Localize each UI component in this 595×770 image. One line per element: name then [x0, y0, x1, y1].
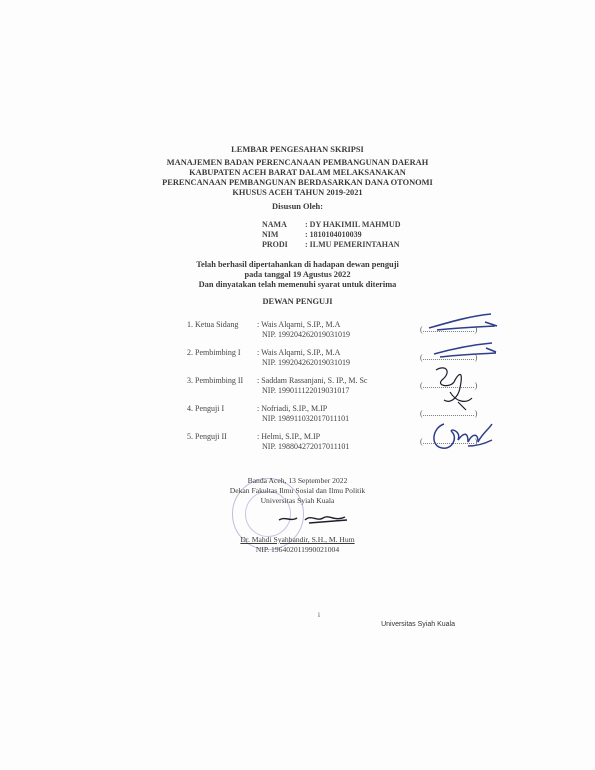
examiner-4-name: : Nofriadi, S.IP., M.IP — [257, 404, 328, 413]
thesis-title-line-2: KABUPATEN ACEH BARAT DALAM MELAKSANAKAN — [189, 168, 406, 177]
examiner-1-name: : Wais Alqarni, S.IP., M.A — [257, 320, 341, 329]
examiner-2-role: 2. Pembimbing I — [187, 348, 241, 357]
examiner-5-role: 5. Penguji II — [187, 432, 227, 441]
thesis-title-line-3: PERENCANAAN PEMBANGUNAN BERDASARKAN DANA OTONOMI — [162, 178, 433, 187]
examiner-3-role: 3. Pembimbing II — [187, 376, 244, 385]
examiner-2-name: : Wais Alqarni, S.IP., M.A — [257, 348, 341, 357]
examiner-5-name: : Helmi, S.IP., M.IP — [257, 432, 321, 441]
defense-line-1: Telah berhasil dipertahankan di hadapan dewan penguji — [196, 260, 399, 269]
student-prodi-value: : ILMU PEMERINTAHAN — [305, 240, 400, 249]
composed-by-label: Disusun Oleh: — [272, 202, 323, 211]
approval-position-line-2: Universitas Syiah Kuala — [260, 496, 335, 505]
dean-signature — [275, 508, 355, 528]
examiner-2-signature-line: (..........................) — [420, 353, 478, 362]
examiner-5-nip: NIP. 198804272017011101 — [262, 442, 350, 451]
examiner-1-nip: NIP. 199204262019031019 — [262, 330, 351, 339]
examiner-2-signature — [430, 340, 500, 362]
student-nim-value: : 1810104010039 — [305, 230, 362, 239]
student-name-value: : DY HAKIMIL MAHMUD — [305, 220, 401, 229]
dean-nip: NIP. 196402011990021004 — [255, 545, 340, 554]
examiner-1-signature — [425, 312, 500, 336]
approval-position-line-1: Dekan Fakultas Ilmu Sosial dan Ilmu Politik — [229, 486, 366, 495]
examiner-4-nip: NIP. 198911032017011101 — [262, 414, 350, 423]
examiner-2-nip: NIP. 199204262019031019 — [262, 358, 351, 367]
examiner-4-signature-line: (..........................) — [420, 409, 478, 418]
student-nim-label: NIM — [262, 230, 279, 239]
student-name-label: NAMA — [262, 220, 287, 229]
student-prodi-label: PRODI — [262, 240, 288, 249]
page-number: i — [318, 611, 320, 619]
dean-name: Dr. Mahdi Syahbandir, S.H., M. Hum — [240, 535, 355, 544]
thesis-title-line-4: KHUSUS ACEH TAHUN 2019-2021 — [232, 188, 363, 197]
approval-place-date: Banda Aceh, 13 September 2022 — [247, 476, 348, 485]
examiner-3-signature-line: (..........................) — [420, 381, 478, 390]
examiner-5-signature — [428, 418, 496, 452]
thesis-title-line-1: MANAJEMEN BADAN PERENCANAAN PEMBANGUNAN DAERAH — [166, 158, 429, 167]
board-heading: DEWAN PENGUJI — [262, 297, 333, 306]
examiner-3-name: : Saddam Rassanjani, S. IP., M. Sc — [257, 376, 368, 385]
examiner-3-nip: NIP. 199011122019031017 — [262, 386, 350, 395]
defense-line-3: Dan dinyatakan telah memenuhi syarat untuk diterima — [198, 280, 397, 289]
document-title: LEMBAR PENGESAHAN SKRIPSI — [231, 145, 364, 154]
defense-line-2: pada tanggal 19 Agustus 2022 — [244, 270, 351, 279]
examiner-3-signature — [430, 362, 480, 414]
examiner-1-role: 1. Ketua Sidang — [187, 320, 239, 329]
footer-university: Universitas Syiah Kuala — [381, 621, 455, 628]
examiner-5-signature-line: (..........................) — [420, 437, 478, 446]
examiner-1-signature-line: (..........................) — [420, 325, 478, 334]
examiner-4-role: 4. Penguji I — [187, 404, 225, 413]
